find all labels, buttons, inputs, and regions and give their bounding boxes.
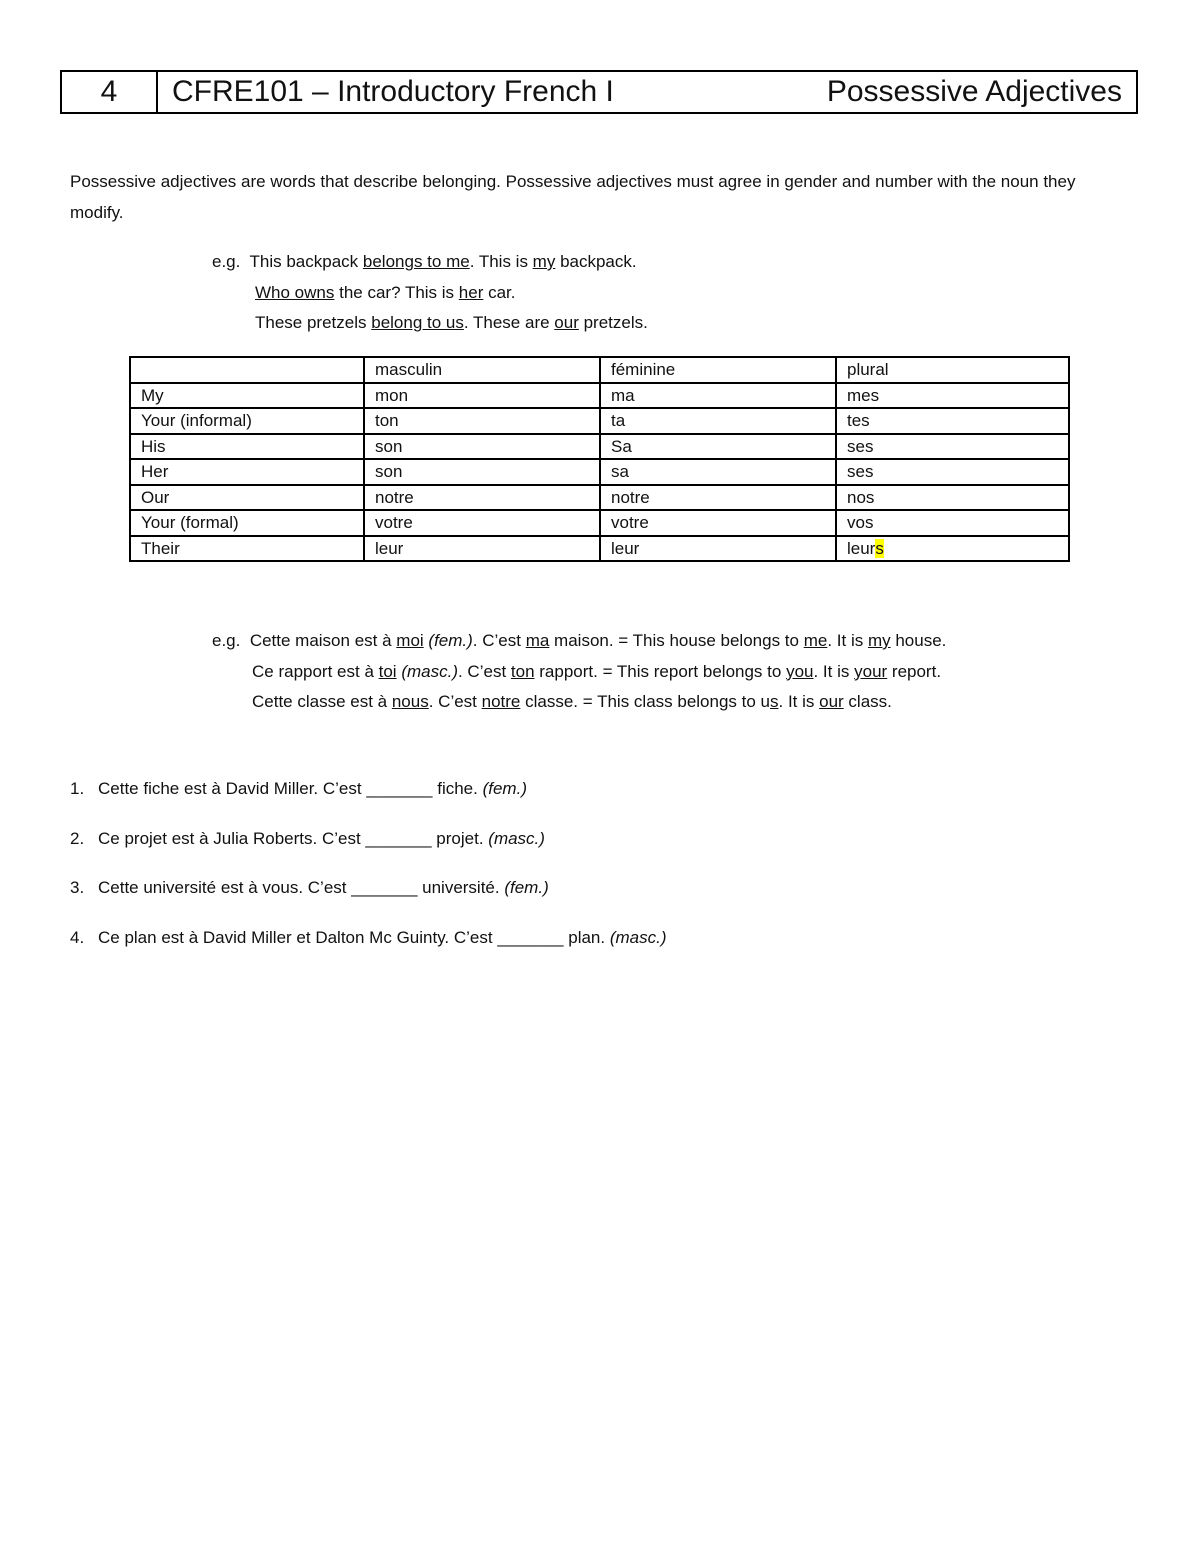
- exercise-text: Cette université est à vous. C’est _______ université.: [98, 878, 505, 898]
- eg-label: e.g.: [212, 631, 241, 650]
- table-cell: ses: [836, 459, 1069, 485]
- exercise-item: [70, 779, 667, 829]
- table-row: [130, 536, 1069, 562]
- table-cell: Their: [130, 536, 364, 562]
- table-cell: vos: [836, 510, 1069, 536]
- exercise-number: 4.: [70, 928, 85, 948]
- table-header-cell: [130, 357, 364, 383]
- table-row: [130, 383, 1069, 409]
- table-cell: mon: [364, 383, 600, 409]
- possessive-table: [129, 356, 1070, 562]
- table-cell: His: [130, 434, 364, 460]
- table-cell: son: [364, 459, 600, 485]
- highlighted-suffix: s: [875, 538, 884, 558]
- table-cell: tes: [836, 408, 1069, 434]
- example-line: e.g. Cette maison est à moi (fem.). C’est ma maison. = This house belongs to me. It is my house.: [212, 631, 947, 650]
- table-cell: Our: [130, 485, 364, 511]
- example-line: Cette classe est à nous. C’est notre classe. = This class belongs to us. It is our class.: [252, 692, 892, 711]
- table-header-cell: plural: [836, 357, 1069, 383]
- table-cell: notre: [600, 485, 836, 511]
- exercise-item: [70, 878, 667, 928]
- table-header-row: [130, 357, 1069, 383]
- table-cell: [836, 536, 1069, 562]
- exercise-item: [70, 928, 667, 978]
- example-line: Ce rapport est à toi (masc.). C’est ton rapport. = This report belongs to you. It is your report.: [252, 661, 942, 681]
- exercise-text: Cette fiche est à David Miller. C’est _______ fiche.: [98, 779, 483, 798]
- example-line: Who owns the car? This is her car.: [255, 282, 516, 302]
- table-cell: Your (formal): [130, 510, 364, 536]
- exercise-hint: (fem.): [504, 878, 549, 898]
- table-cell: votre: [364, 510, 600, 536]
- eg-label: e.g.: [212, 252, 241, 271]
- exercise-number: 3.: [70, 878, 85, 898]
- table-cell: leur: [364, 536, 600, 562]
- table-cell: Her: [130, 459, 364, 485]
- table-cell: ton: [364, 408, 600, 434]
- table-cell: sa: [600, 459, 836, 485]
- table-cell: son: [364, 434, 600, 460]
- table-cell: ma: [600, 383, 836, 409]
- english-examples: [212, 247, 648, 339]
- exercise-hint: (masc.): [609, 928, 667, 948]
- intro-paragraph: Possessive adjectives are words that describe belonging. Possessive adjectives must agree in gender and number with the noun they modify.: [70, 172, 1076, 222]
- topic-title: Possessive Adjectives: [826, 75, 1122, 108]
- lesson-number: 4: [62, 72, 158, 112]
- table-cell: leur: [600, 536, 836, 562]
- table-cell: mes: [836, 383, 1069, 409]
- table-cell: Your (informal): [130, 408, 364, 434]
- table-header-cell: féminine: [600, 357, 836, 383]
- table-cell: My: [130, 383, 364, 409]
- exercise-number: 1.: [70, 779, 85, 798]
- example-line: These pretzels belong to us. These are our pretzels.: [255, 313, 648, 332]
- exercise-hint: (masc.): [488, 828, 545, 848]
- exercise-list: [70, 779, 667, 978]
- table-cell: ta: [600, 408, 836, 434]
- table-row: [130, 434, 1069, 460]
- table-cell: nos: [836, 485, 1069, 511]
- table-header-cell: masculin: [364, 357, 600, 383]
- table-cell: notre: [364, 485, 600, 511]
- table-row: [130, 510, 1069, 536]
- table-cell: ses: [836, 434, 1069, 460]
- exercise-number: 2.: [70, 828, 85, 848]
- table-row: [130, 485, 1069, 511]
- exercise-text: Ce plan est à David Miller et Dalton Mc Guinty. C’est _______ plan.: [98, 928, 610, 948]
- table-cell: Sa: [600, 434, 836, 460]
- course-title: CFRE101 – Introductory French I: [172, 75, 614, 108]
- exercise-hint: (fem.): [482, 779, 527, 798]
- table-row: [130, 459, 1069, 485]
- example-line: e.g. This backpack belongs to me. This is my backpack.: [212, 252, 637, 271]
- french-examples: [212, 626, 946, 718]
- table-cell: votre: [600, 510, 836, 536]
- exercise-text: Ce projet est à Julia Roberts. C’est _______ projet.: [98, 828, 489, 848]
- table-row: [130, 408, 1069, 434]
- table-cell-text: leur: [847, 538, 876, 558]
- page-header: [60, 70, 1138, 114]
- exercise-item: [70, 829, 667, 879]
